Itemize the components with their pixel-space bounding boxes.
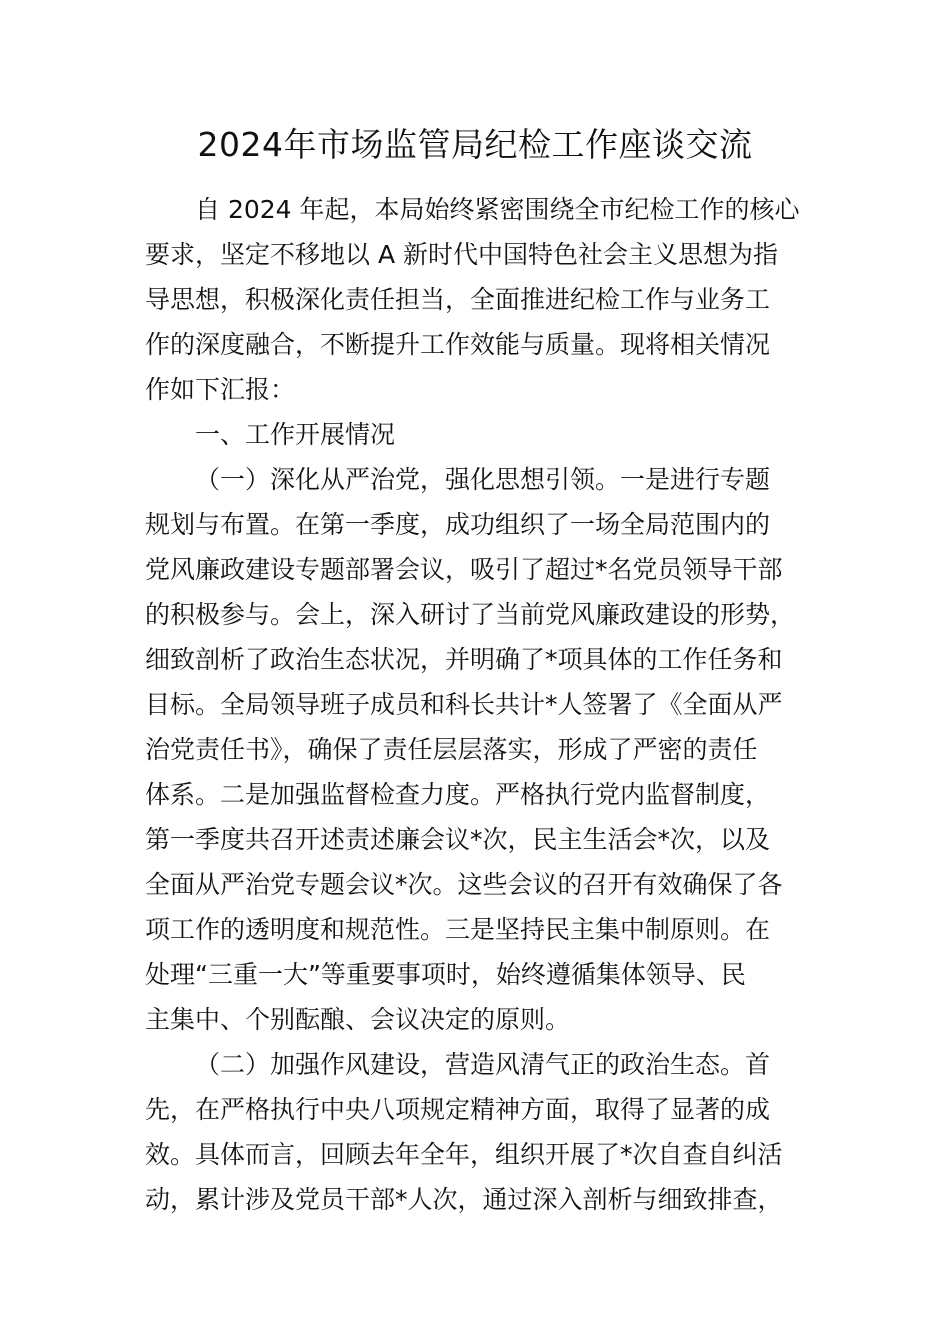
paragraph-line: 作的深度融合，不断提升工作效能与质量。现将相关情况 bbox=[145, 330, 771, 359]
paragraph-line: 先，在严格执行中央八项规定精神方面，取得了显著的成 bbox=[145, 1095, 771, 1124]
paragraph-line: 细致剖析了政治生态状况，并明确了*项具体的工作任务和 bbox=[145, 645, 783, 674]
paragraph-line: 治党责任书》，确保了责任层层落实，形成了严密的责任 bbox=[145, 735, 758, 764]
section-heading: 一、工作开展情况 bbox=[195, 420, 396, 449]
paragraph-line: （二）加强作风建设，营造风清气正的政治生态。首 bbox=[195, 1050, 771, 1079]
paragraph-line: 作如下汇报： bbox=[145, 375, 296, 404]
paragraph-line: 体系。二是加强监督检查力度。严格执行党内监督制度， bbox=[145, 780, 771, 809]
paragraph-line: 第一季度共召开述责述廉会议*次，民主生活会*次，以及 bbox=[145, 825, 771, 854]
paragraph-line: 自 2024 年起，本局始终紧密围绕全市纪检工作的核心 bbox=[195, 195, 800, 224]
paragraph-line: 党风廉政建设专题部署会议，吸引了超过*名党员领导干部 bbox=[145, 555, 783, 584]
paragraph-line: 全面从严治党专题会议*次。这些会议的召开有效确保了各 bbox=[145, 870, 783, 899]
paragraph-line: （一）深化从严治党，强化思想引领。一是进行专题 bbox=[195, 465, 771, 494]
document-body bbox=[145, 187, 810, 1222]
paragraph-line: 处理“三重一大”等重要事项时，始终遵循集体领导、民 bbox=[145, 960, 746, 989]
paragraph-line: 目标。全局领导班子成员和科长共计*人签署了《全面从严 bbox=[145, 690, 783, 719]
paragraph-line: 导思想，积极深化责任担当，全面推进纪检工作与业务工 bbox=[145, 285, 771, 314]
paragraph-line: 的积极参与。会上，深入研讨了当前党风廉政建设的形势， bbox=[145, 600, 796, 629]
paragraph-line: 主集中、个别酝酿、会议决定的原则。 bbox=[145, 1005, 571, 1034]
paragraph-line: 动，累计涉及党员干部*人次，通过深入剖析与细致排查， bbox=[145, 1185, 783, 1214]
paragraph-line: 效。具体而言，回顾去年全年，组织开展了*次自查自纠活 bbox=[145, 1140, 783, 1169]
paragraph-line: 要求，坚定不移地以 A 新时代中国特色社会主义思想为指 bbox=[145, 240, 778, 269]
paragraph-line: 项工作的透明度和规范性。三是坚持民主集中制原则。在 bbox=[145, 915, 771, 944]
document-title: 2024年市场监管局纪检工作座谈交流 bbox=[197, 125, 753, 164]
paragraph-line: 规划与布置。在第一季度，成功组织了一场全局范围内的 bbox=[145, 510, 771, 539]
